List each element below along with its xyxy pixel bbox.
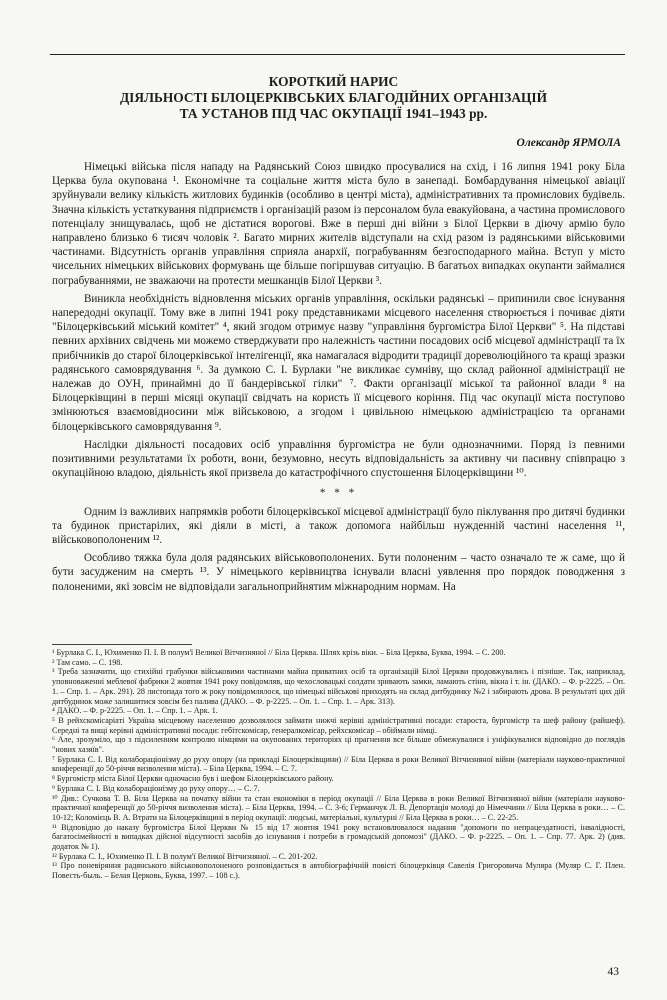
footnote: ¹³ Про поневіряння радянського військовополоненого розповідається в автобіографічній повісті білоцерківця Савелія Григоровича Муляра (Муляр С. Г. Плен. Повесть-быль. – Белая Церковь, Буква, 1997. – 108 с.).	[52, 861, 625, 881]
title-line-1: КОРОТКИЙ НАРИС	[268, 74, 399, 89]
article-title	[60, 74, 607, 122]
header-rule	[50, 54, 625, 55]
page-number: 43	[607, 966, 619, 978]
footnote: ⁹ Бурлака С. І. Від колабораціонізму до руху опору… – С. 7.	[52, 783, 260, 793]
footnote: ⁶ Але, зрозуміло, що з підсиленням контролю німцями на окупованих територіях ці прагнення все більше обмежувалися і уніфікувалися відповідно до поглядів "нових хазяїв".	[52, 735, 625, 755]
body-paragraph: Виникла необхідність відновлення міських органів управління, оскільки радянські – припинили своє існування напередодні окупації. Тому вже в липні 1941 року представниками місцевого населення створюється і почиває діяти "Білоцерківський міський комітет" ⁴, який згодом отримує назву "управління бургомістра Білої Церкви" ⁵. На підставі певних архівних свідчень ми можемо стверджувати про належність частини посадових осіб місцевої адміністрації та їх прибічників до старої білоцерківської інтелігенції, яка намагалася відродити традиції дореволюційного та кращі зразки радянського самоврядування ⁶. За думкою С. І. Бурлаки "не викликає сумніву, що склад районної адміністрації не належав до ОУН, принаймні до її бандерівської гілки" ⁷. Факти організації міської та районної влади ⁸ на Білоцерківщині в перші місяці окупації свідчать на користь її місцевого коріння. Під час окупації міста поступово змінюються взаємовідносини між військовою, а згодом і цивільною німецькою адміністрацією та органами білоцерківського самоврядування ⁹.	[52, 292, 625, 433]
footnote: ³ Треба зазначити, що стихійні грабунки військовими частинами майна приватних осіб та організацій Білої Церкви продовжувались і пізніше. Так, наприклад, уповноваженні меблевої фабрики 2 жовтня 1941 року повідомляв, що чехословацькі солдати зривають замки, ламають стіни, вікна і т. ін. (ДАКО. – Ф. р-2225. – Оп. 1. – Спр. 1. – Арк. 291). 28 листопада того ж року повідомлялося, що німецькі військові приходять на склад дитбудинку №2 і забирають дрова. В результаті цих дій дитбудинок може залишитися зовсім без палива (ДАКО. – Ф. р-2225. – Оп. 1. – Спр. 1. – Арк. 313).	[52, 667, 625, 706]
footnote: ⁷ Бурлака С. І. Від колабораціонізму до руху опору (на прикладі Білоцерківщини) // Біла Церква в роки Великої Вітчизняної війни (матеріали науково-практичної конференції до 50-річчя визволення міста). – Біла Церква, 1994. – С. 7.	[52, 754, 625, 774]
footnote-rule	[52, 644, 192, 645]
footnote: ¹¹ Відповідно до наказу бургомістра Білої Церкви № 15 від 17 жовтня 1941 року встановлювалося надання "допомоги по непрацездатності, інвалідності, багатосімейності в випадках дійсної відсутності засобів до існування і потреби в громадській допомозі" (ДАКО. – Ф. р-2225. – Оп. 1. – Спр. 77. Арк. 2) (див. додаток № 1).	[52, 822, 625, 852]
body-paragraph: Німецькі війська після нападу на Радянський Союз швидко просувалися на схід, і 16 липня 1941 року Біла Церква була окупована ¹. Економічне та соціальне життя міста було в занепаді. Бомбардування німецької авіації зруйнували велику кількість житлових будинків (особливо в центрі міста), адміністративних та промислових будівель. Значна кількість устаткування підприємств і організацій разом із персоналом була евакуйована, а частина промислового потенціалу знищувалась, щоб не дістатися ворогові. Вже в перші дні війни з Білої Церкви в діючу армію було направлено близько 6 тисяч чоловік ². Багато мирних жителів відступали на схід разом із радянськими військовими частинами. Відсутність органів управління сприяла анархії, пограбуванням безгосподарного майна. Вступ у місто чисельних німецьких військових формувань ще більше погіршував ситуацію. В багатьох випадках окупанти займалися пограбуваннями, не зважаючи на протести мешканців Білої Церкви ³.	[52, 161, 625, 287]
body-paragraph: Наслідки діяльності посадових осіб управління бургомістра не були однозначними. Поряд із певними позитивними результатами їх роботи, вони, безумовно, несуть відповідальність за активну чи пасивну співпрацю з окупаційною владою, діяльність якої призвела до катастрофічного спустошення Білоцерківщини ¹⁰.	[52, 438, 625, 480]
title-line-3: ТА УСТАНОВ ПІД ЧАС ОКУПАЦІЇ 1941–1943 рр.	[179, 106, 488, 121]
body-paragraph: Одним із важливих напрямків роботи білоцерківської місцевої адміністрації було піклування про дитячі будинки та будинок пристарілих, які діяли в місті, а також допомога найбільш нужденній частині населення ¹¹, військовополоненим ¹².	[52, 505, 625, 547]
section-separator: * * *	[319, 487, 358, 500]
footnote: ¹ Бурлака С. І., Юхименко П. І. В полум'ї Великої Вітчизняної // Біла Церква. Шлях крізь віки. – Біла Церква, Буква, 1994. – С. 200.	[52, 648, 506, 657]
footnote: ² Там само. – С. 198.	[52, 657, 123, 667]
footnote: ¹² Бурлака С. І., Юхименко П. І. В полум'ї Великої Вітчизняної. – С. 201-202.	[52, 851, 318, 861]
article-author: Олександр ЯРМОЛА	[516, 137, 621, 149]
body-paragraph: Особливо тяжка була доля радянських військовополонених. Бути полоненим – часто означало те ж саме, що й бути засудженим на смерть ¹³. У німецького керівництва існували власні уявлення про порядок поводження з полоненими, які зовсім не відповідали загальноприйнятим міжнародним нормам. На	[52, 552, 625, 593]
footnote: ⁵ В рейхскомісаріаті Україна місцевому населенню дозволялося займати нижчі керівні адміністративні посади: староста, бургомістр та шеф району (райшеф). Середні та вищі керівні адміністративні посади: гебітскомісар, генералкомісар, рейхскомісар – обіймали німці.	[52, 715, 625, 735]
article-body	[52, 160, 625, 598]
footnote: ⁸ Бургомістр міста Білої Церкви одночасно був і шефом Білоцерківського району.	[52, 774, 334, 784]
footnote: ⁴ ДАКО. – Ф. р-2225. – Оп. 1. – Спр. 1. – Арк. 1.	[52, 706, 218, 716]
footnote: ¹⁰ Див.: Сучкова Т. В. Біла Церква на початку війни та стан економіки в період окупації // Біла Церква в роки Великої Вітчизняної війни (матеріали науково-практичної конференції до 50-річчя визволення міста). – Біла Церква, 1994. – С. 3-6; Германчук Л. В. Депортація молоді до Німеччини // Біла Церква в роки… – С. 10-12; Коломієць В. А. Втрати на Білоцерківщині в період окупації: людські, матеріальні, культурні // Біла Церква в роки… – С. 22-25.	[52, 793, 625, 822]
footnotes	[52, 648, 625, 881]
title-line-2: ДІЯЛЬНОСТІ БІЛОЦЕРКІВСЬКИХ БЛАГОДІЙНИХ ОРГАНІЗАЦІЙ	[119, 90, 548, 105]
